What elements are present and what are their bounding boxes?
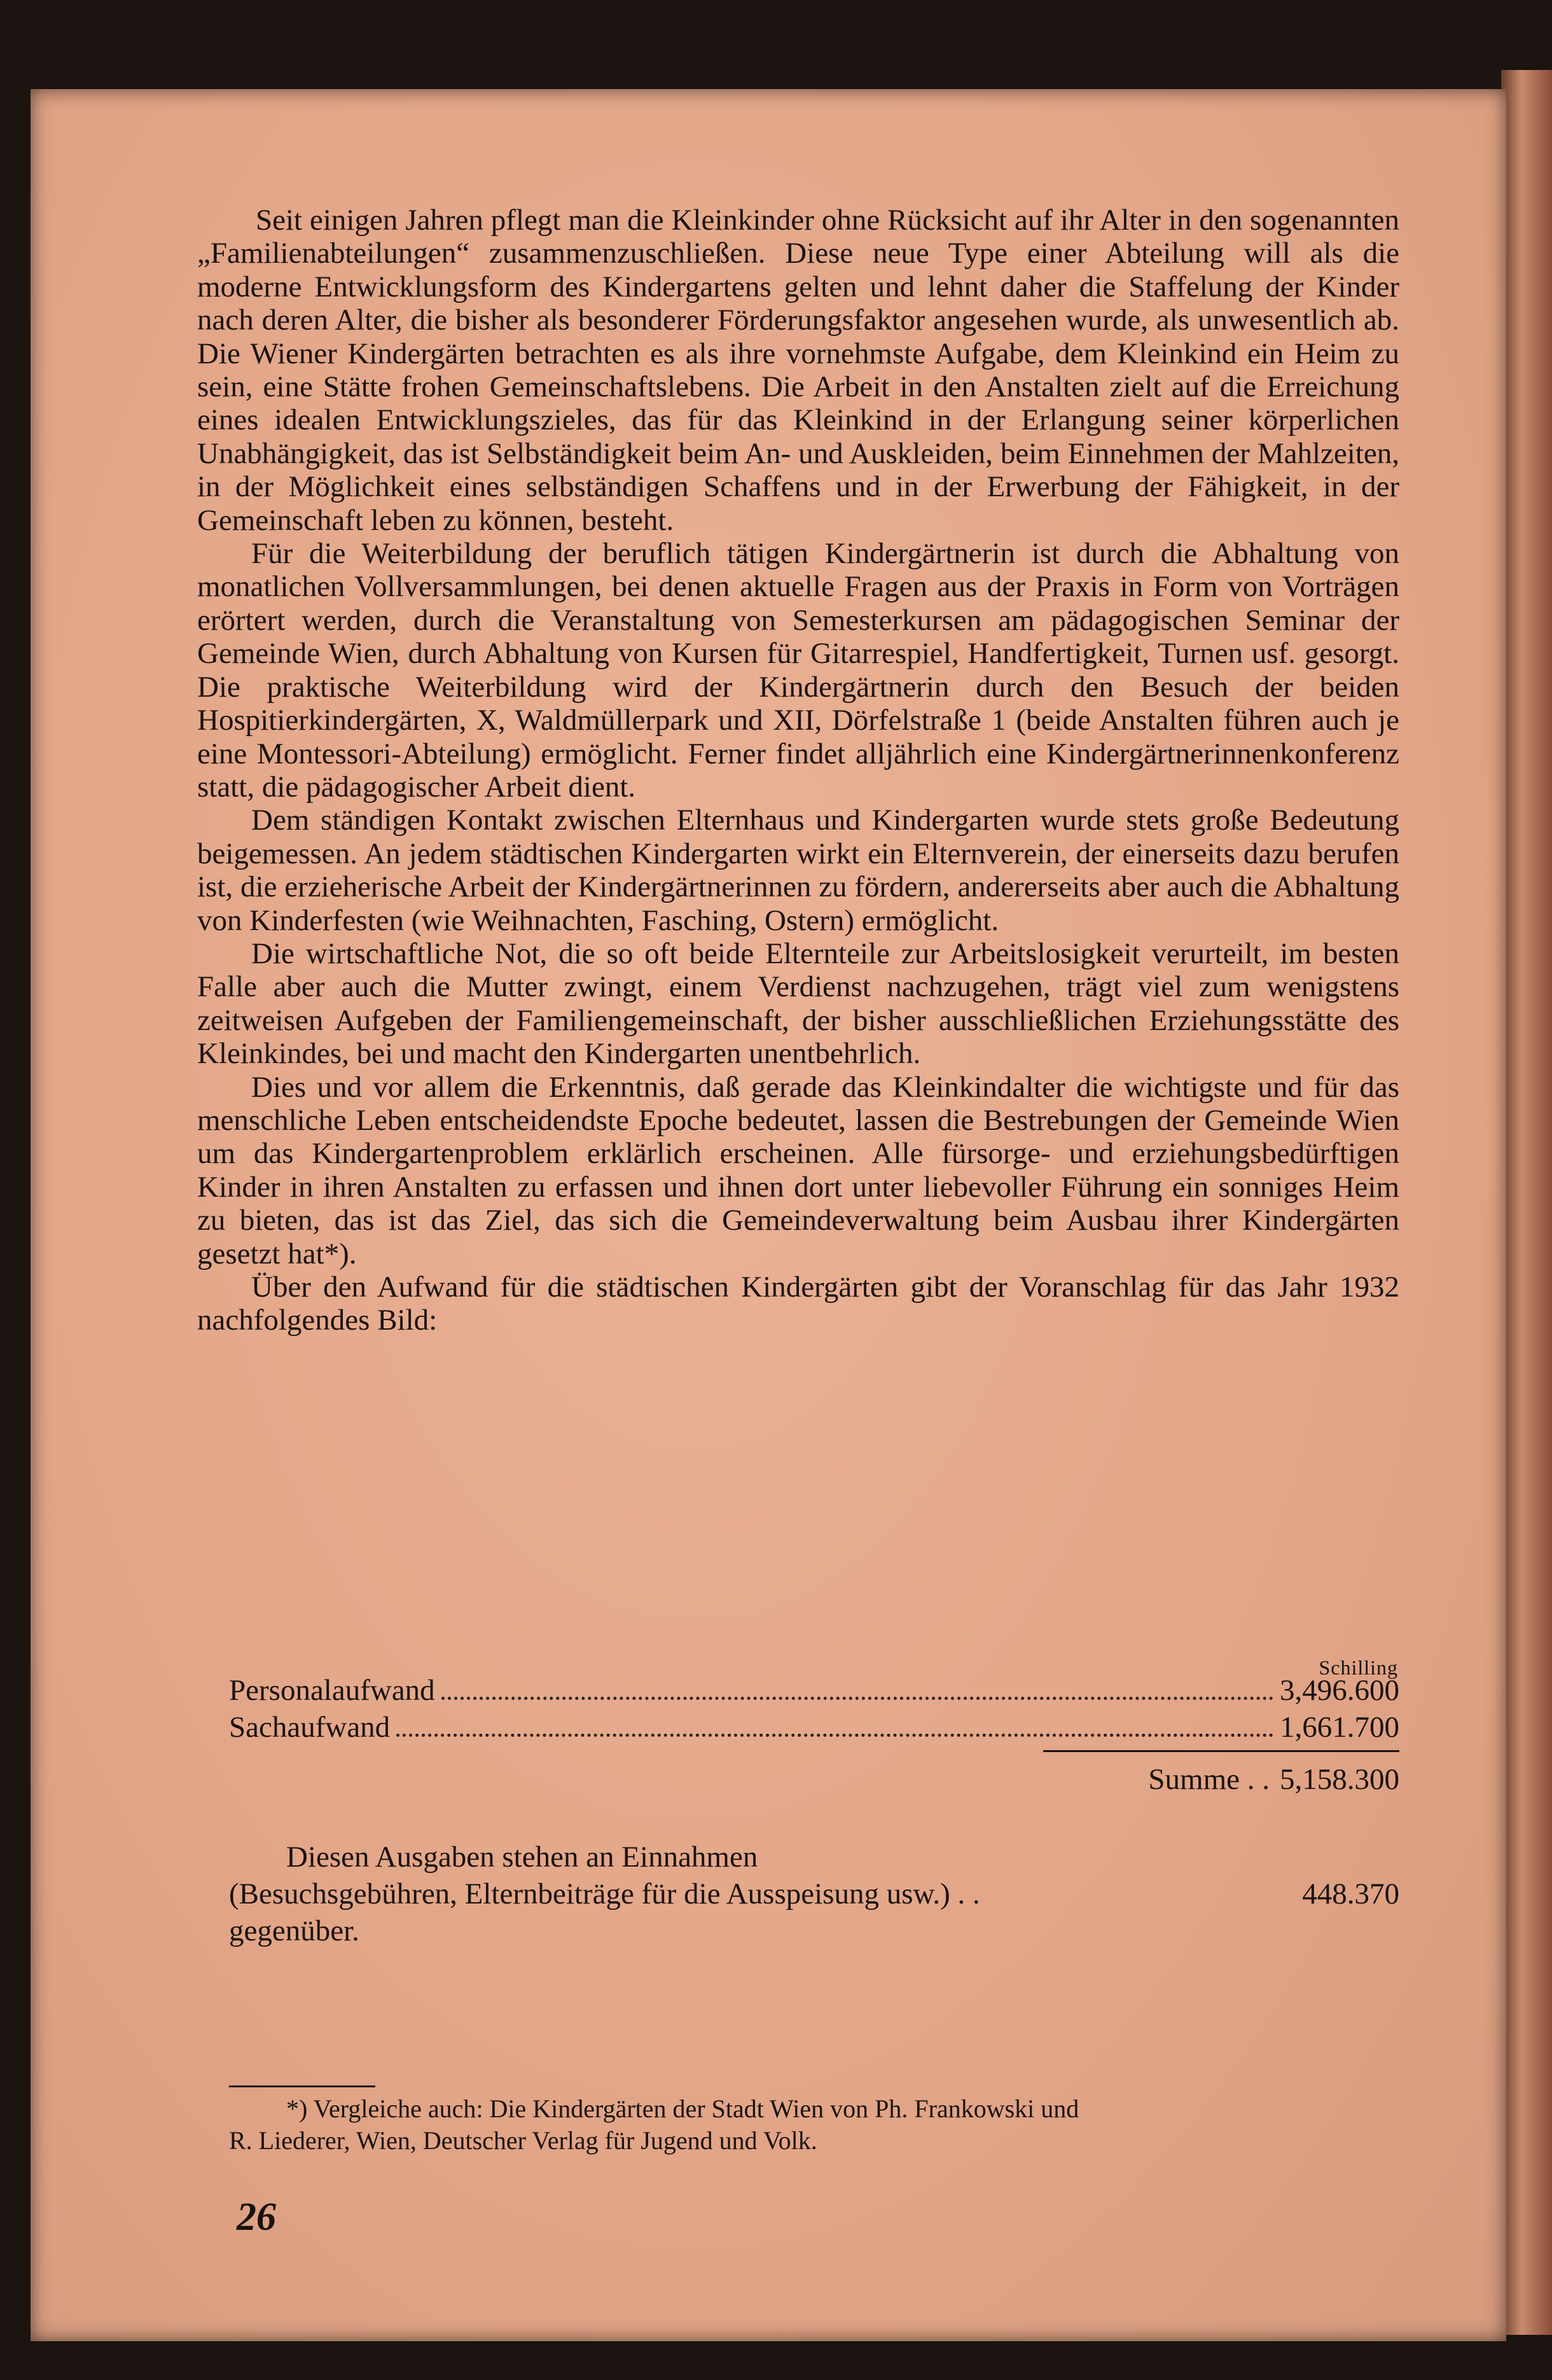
income-line-2 (229, 1875, 1399, 1912)
paragraph-6: Über den Aufwand für die städtischen Kindergärten gibt der Voranschlag für das Jahr 1932 nachfolgendes Bild: (197, 1270, 1399, 1337)
income-line-3: gegenüber. (229, 1914, 359, 1947)
budget-unit: Schilling (1319, 1656, 1398, 1679)
paragraph-5: Dies und vor allem die Erkenntnis, daß gerade das Kleinkindalter die wichtigste und für das menschliche Leben entscheidendste Epoche bedeutet, lassen die Bestrebungen der Gemeinde Wien um das Kindergartenproblem erklärlich erscheinen. Alle fürsorge- und erziehungsbedürftigen Kinder in ihren Anstalten zu erfassen und ihnen dort unter liebevoller Führung ein sonniges Heim zu bieten, das ist das Ziel, das sich die Gemeindeverwaltung beim Ausbau ihrer Kindergärten gesetzt hat*). (197, 1070, 1399, 1270)
income-description: (Besuchsgebühren, Elternbeiträge für die Ausspeisung usw.) . . (229, 1877, 980, 1910)
sum-label: Summe . . (1148, 1763, 1270, 1796)
leader-dots (441, 1697, 1273, 1700)
budget-row-personal (229, 1672, 1399, 1709)
page-number: 26 (237, 2196, 276, 2239)
income-line-1: Diesen Ausgaben stehen an Einnahmen (286, 1841, 758, 1874)
budget-row-label: Personalaufwand (229, 1674, 435, 1707)
footnote-line-2: R. Liederer, Wien, Deutscher Verlag für Jugend und Volk. (229, 2126, 817, 2155)
sum-rule (1043, 1750, 1399, 1752)
paragraph-4: Die wirtschaftliche Not, die so oft beide Elternteile zur Arbeitslosigkeit verurteilt, im besten Falle aber auch die Mutter zwingt, einem Verdienst nachzugehen, trägt viel zum wenigstens zeitweisen Aufgeben der Familiengemeinschaft, der bisher ausschließlichen Erziehungsstätte des Kleinkindes, bei und macht den Kindergarten unentbehrlich. (197, 936, 1399, 1071)
budget-row-value: 1,661.700 (1280, 1711, 1399, 1744)
footnote (229, 2093, 1406, 2157)
income-value: 448.370 (1302, 1877, 1399, 1910)
paragraph-3: Dem ständigen Kontakt zwischen Elternhaus und Kindergarten wurde stets große Bedeutung beigemessen. An jedem städtischen Kindergarten wirkt ein Elternverein, der einerseits dazu berufen ist, die erzieherische Arbeit der Kindergärtnerinnen zu fördern, andererseits aber auch die Abhaltung von Kinderfesten (wie Weihnachten, Fasching, Ostern) ermöglicht. (197, 804, 1399, 937)
footnote-rule (229, 2085, 375, 2087)
leader-dots (396, 1734, 1273, 1737)
paragraph-1: Seit einigen Jahren pflegt man die Kleinkinder ohne Rücksicht auf ihr Alter in den sogenannten „Familienabteilungen“ zusammenzuschließen. Diese neue Type einer Abteilung will als die moderne Entwicklungsform des Kindergartens gelten und lehnt daher die Staffelung der Kinder nach deren Alter, die bisher als besonderer Förderungsfaktor angesehen wurde, als unwesentlich ab. Die Wiener Kindergärten betrachten es als ihre vornehmste Aufgabe, dem Kleinkind ein Heim zu sein, eine Stätte frohen Gemeinschaftslebens. Die Arbeit in den Anstalten zielt auf die Erreichung eines idealen Entwicklungszieles, das für das Kleinkind in der Erlangung seiner körperlichen Unabhängigkeit, das ist Selbständigkeit beim An- und Auskleiden, beim Einnehmen der Mahlzeiten, in der Möglichkeit eines selbständigen Schaffens und in der Erwerbung der Fähigkeit, in der Gemeinschaft leben zu können, besteht. (197, 204, 1399, 537)
sum-value: 5,158.300 (1280, 1763, 1399, 1796)
budget-sum (229, 1761, 1399, 1798)
book-edge (1501, 70, 1552, 2335)
budget-table (229, 1656, 1399, 1798)
body-text (197, 204, 1399, 1337)
budget-row-value: 3,496.600 (1280, 1674, 1399, 1707)
budget-row-sach (229, 1709, 1399, 1746)
footnote-line-1: *) Vergleiche auch: Die Kindergärten der Stadt Wien von Ph. Frankowski und (286, 2094, 1079, 2123)
budget-row-label: Sachaufwand (229, 1711, 391, 1744)
income-block (229, 1839, 1399, 1949)
paragraph-2: Für die Weiterbildung der beruflich tätigen Kindergärtnerin ist durch die Abhaltung von monatlichen Vollversammlungen, bei denen aktuelle Fragen aus der Praxis in Form von Vorträgen erörtert werden, durch die Veranstaltung von Semesterkursen am pädagogischen Seminar der Gemeinde Wien, durch Abhaltung von Kursen für Gitarrespiel, Handfertigkeit, Turnen usf. gesorgt. Die praktische Weiterbildung wird der Kindergärtnerin durch den Besuch der beiden Hospitierkindergärten, X, Waldmüllerpark und XII, Dörfelstraße 1 (beide Anstalten führen auch je eine Montessori-Abteilung) ermöglicht. Ferner findet alljährlich eine Kindergärtnerinnenkonferenz statt, die pädagogischer Arbeit dient. (197, 537, 1399, 804)
